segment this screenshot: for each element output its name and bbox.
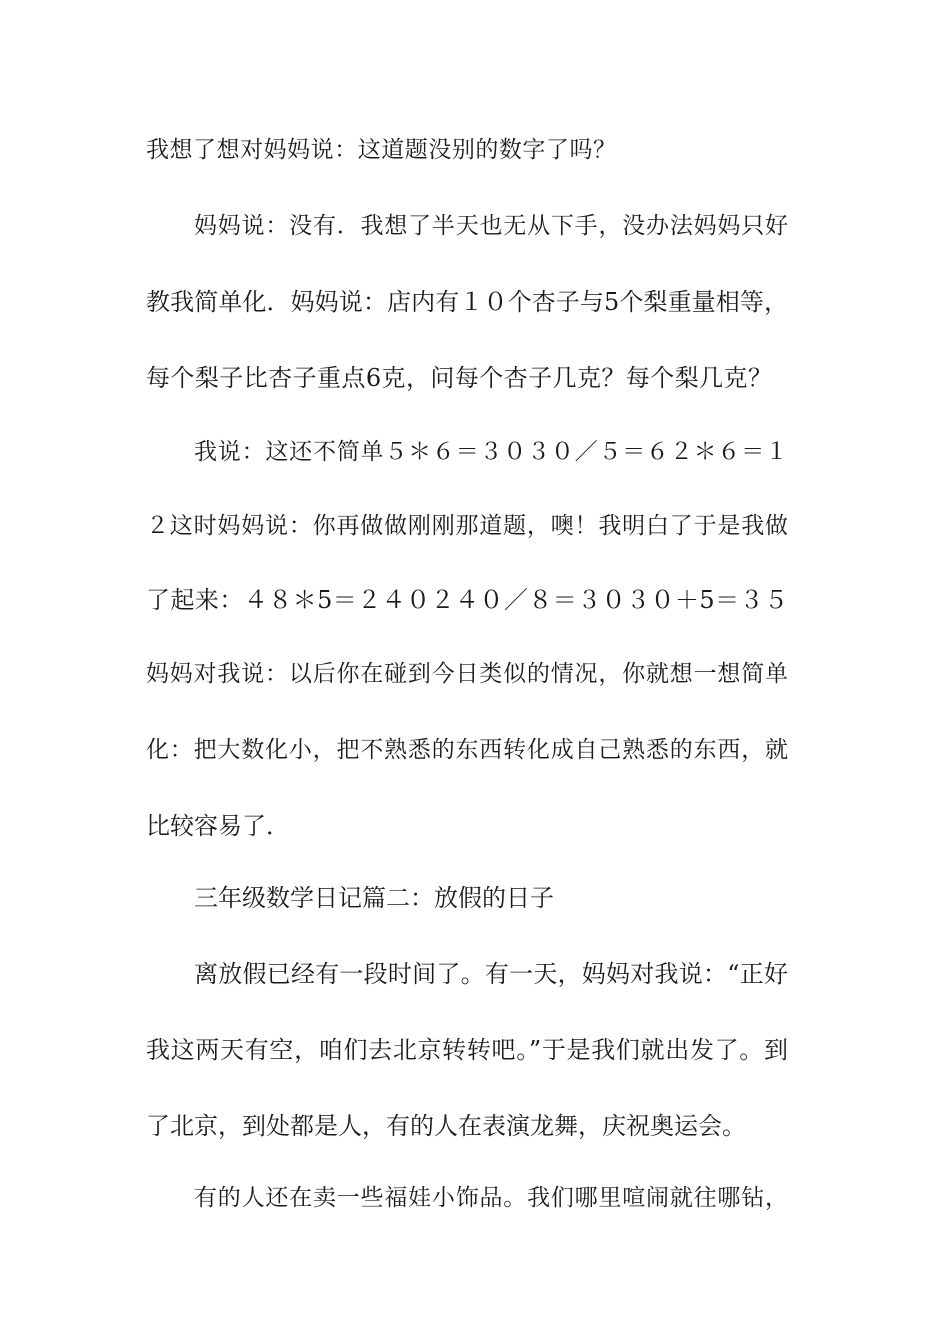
text-line [0,730,950,770]
section-heading [0,878,950,918]
text-line-content: 妈妈说：没有．我想了半天也无从下手，没办法妈妈只好 [194,213,788,239]
text-line [0,654,950,694]
text-line-content: 教我简单化．妈妈说：店内有１０个杏子与5个梨重量相等， [146,288,788,316]
text-line-content: 离放假已经有一段时间了。有一天，妈妈对我说：“正好 [194,960,788,988]
text-line-content: 每个梨子比杏子重点6克，问每个杏子几克？每个梨几克？ [146,364,772,392]
text-line [0,130,950,170]
text-line-content: 有的人还在卖一些福娃小饰品。我们哪里喧闹就往哪钻， [194,1185,788,1211]
text-line-content: 我说：这还不简单５＊６＝３０３０／５＝６２＊６＝１ [194,439,788,465]
text-line [0,282,950,322]
text-line [0,1106,950,1146]
text-line [0,206,950,246]
section-heading-text: 三年级数学日记篇二：放假的日子 [194,884,554,912]
text-line [0,432,950,472]
text-line [0,1030,950,1070]
text-line-content: 我这两天有空，咱们去北京转转吧。”于是我们就出发了。到 [146,1036,788,1064]
text-line-content: 化：把大数化小，把不熟悉的东西转化成自己熟悉的东西，就 [146,737,788,763]
text-line-content: 了起来：４８＊5＝２４０２４０／８＝３０３０＋5＝３５ [146,586,788,614]
text-line-content: 妈妈对我说：以后你在碰到今日类似的情况，你就想一想简单 [146,661,788,687]
text-line [0,580,950,620]
text-line-content: 了北京，到处都是人，有的人在表演龙舞，庆祝奥运会。 [146,1112,746,1140]
text-line [0,506,950,546]
text-line-content: 我想了想对妈妈说：这道题没别的数字了吗？ [146,137,616,163]
text-line [0,358,950,398]
text-line [0,954,950,994]
text-line-content: ２这时妈妈说：你再做做刚刚那道题，噢！我明白了于是我做 [146,513,788,539]
text-line [0,806,950,846]
text-line [0,1178,950,1218]
text-line-content: 比较容易了． [146,812,290,840]
